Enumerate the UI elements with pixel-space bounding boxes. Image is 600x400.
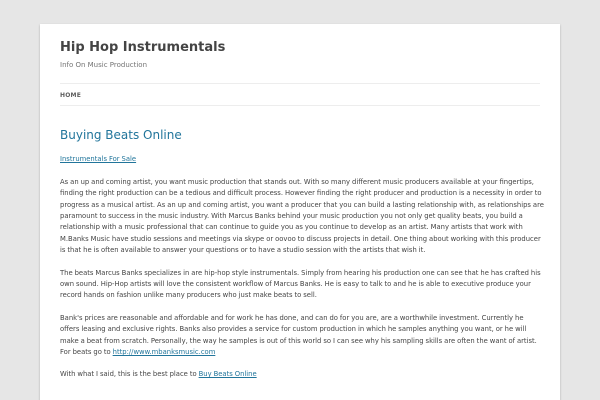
buy-beats-online-link[interactable]: Buy Beats Online (198, 370, 257, 379)
post-top-link-paragraph (60, 154, 544, 165)
post-paragraph-4 (60, 369, 544, 380)
page-container (40, 24, 560, 400)
nav-item-home[interactable]: HOME (60, 92, 81, 99)
post-article (60, 128, 544, 392)
post-paragraph-4-text: With what I said, this is the best place to (60, 370, 199, 379)
post-paragraph-3-text: Bank's prices are reasonable and affordable and for work he has done, and can do for you are, are a worthwhile investment. Currently he offers leasing and exclusive rights. Banks also provides a service for custom production in which he samples anything you want, or he will make a beat from scratch. Personally, the way he samples is out of this world so I can see why his sampling skills are often the want of artist. (60, 313, 537, 345)
beats-prefix-text: For beats go to (60, 348, 113, 357)
post-paragraph-3 (60, 313, 544, 359)
post-title[interactable]: Buying Beats Online (60, 128, 182, 142)
nav-divider-top (60, 83, 540, 84)
site-title[interactable]: Hip Hop Instrumentals (60, 40, 226, 55)
mbanks-music-link[interactable]: http://www.mbanksmusic.com (112, 348, 216, 357)
post-paragraph-1: As an up and coming artist, you want music production that stands out. With so many different music producers available at your fingertips, finding the right production can be a tedious and difficult process. However finding the right producer and production is a necessity in order to progress as a musical artist. As an up and coming artist, you want a producer that you can build a lasting relationship with, as relationships are paramount to success in the music industry. With Marcus Banks behind your music production you not only get quality beats, you build a relationship with a music professional that can continue to guide you as you continue to develop as an artist. Many artists that work with M.Banks Music have studio sessions and meetings via skype or oovoo to discuss projects in detail. One thing about working with this producer is that he is often available to answer your questions or to have a studio session with the artists that wish it. (60, 177, 544, 255)
post-paragraph-2: The beats Marcus Banks specializes in are hip-hop style instrumentals. Simply from hearing his production one can see that he has crafted his own sound. Hip-Hop artists will love the consistent workflow of Marcus Banks. He is easy to talk to and he is able to executive produce your record hands on fashion unlike many producers who just make beats to sell. (60, 268, 541, 300)
instrumentals-for-sale-link[interactable]: Instrumentals For Sale (60, 155, 137, 164)
post-content (60, 154, 544, 381)
site-description: Info On Music Production (60, 61, 148, 69)
nav-divider-bottom (60, 105, 540, 106)
